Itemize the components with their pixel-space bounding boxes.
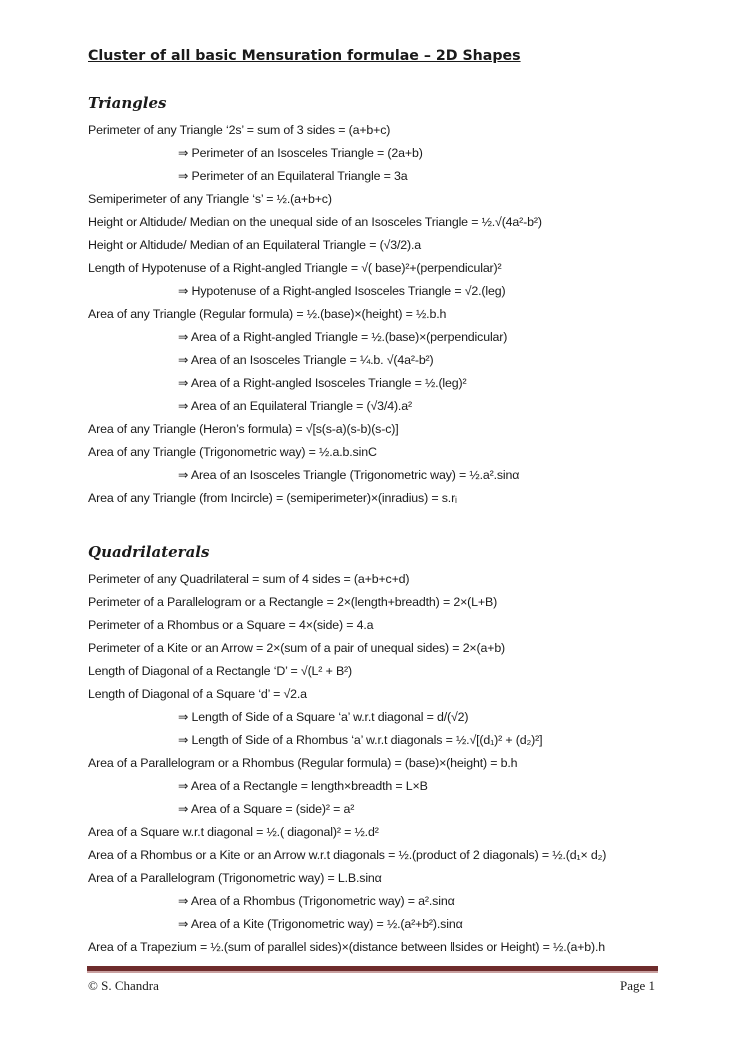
formula-line: Length of Diagonal of a Rectangle ‘D’ = √(L² + B²): [88, 664, 353, 678]
formula-line: Perimeter of any Quadrilateral = sum of 4 sides = (a+b+c+d): [88, 572, 410, 586]
footer-page-number: Page 1: [619, 978, 655, 993]
formula-line: Perimeter of any Triangle ‘2s’ = sum of 3 sides = (a+b+c): [88, 123, 391, 137]
formula-line: ⇒ Area of a Rectangle = length×breadth = L×B: [178, 779, 428, 793]
formula-line: Perimeter of a Rhombus or a Square = 4×(side) = 4.a: [88, 618, 374, 632]
section-heading-quadrilaterals: Quadrilaterals: [88, 543, 210, 561]
formula-line: Area of any Triangle (Regular formula) = ½.(base)×(height) = ½.b.h: [88, 307, 447, 321]
formula-line: ⇒ Area of an Isosceles Triangle (Trigonometric way) = ½.a².sinα: [178, 468, 520, 482]
page-title: Cluster of all basic Mensuration formulae – 2D Shapes: [88, 48, 521, 64]
formula-line: ⇒ Length of Side of a Rhombus ‘a’ w.r.t diagonals = ½.√[(d₁)² + (d₂)²]: [178, 733, 543, 747]
formula-line: Area of any Triangle (from Incircle) = (semiperimeter)×(inradius) = s.rᵢ: [88, 491, 457, 505]
formula-line: Area of a Trapezium = ½.(sum of parallel sides)×(distance between ‖sides or Height) = ½.(a+b).h: [88, 940, 606, 954]
formula-line: Area of a Rhombus or a Kite or an Arrow w.r.t diagonals = ½.(product of 2 diagonals) = ½.(d₁× d₂): [88, 848, 607, 862]
formula-line: Perimeter of a Kite or an Arrow = 2×(sum of a pair of unequal sides) = 2×(a+b): [88, 641, 506, 655]
formula-line: Area of a Parallelogram (Trigonometric way) = L.B.sinα: [88, 871, 382, 885]
formula-line: Semiperimeter of any Triangle ‘s’ = ½.(a+b+c): [88, 192, 332, 206]
formula-line: ⇒ Perimeter of an Isosceles Triangle = (2a+b): [178, 146, 423, 160]
formula-line: Length of Hypotenuse of a Right-angled Triangle = √( base)²+(perpendicular)²: [88, 261, 502, 275]
formula-line: Perimeter of a Parallelogram or a Rectangle = 2×(length+breadth) = 2×(L+B): [88, 595, 498, 609]
formula-line: ⇒ Area of a Square = (side)² = a²: [178, 802, 355, 816]
section-heading-triangles: Triangles: [88, 94, 167, 112]
formula-line: ⇒ Perimeter of an Equilateral Triangle = 3a: [178, 169, 408, 183]
formula-line: ⇒ Area of an Equilateral Triangle = (√3/4).a²: [178, 399, 412, 413]
formula-line: Length of Diagonal of a Square ‘d’ = √2.a: [88, 687, 307, 701]
formula-line: Height or Altidude/ Median on the unequal side of an Isosceles Triangle = ½.√(4a²-b²): [88, 215, 542, 229]
formula-line: ⇒ Hypotenuse of a Right-angled Isosceles Triangle = √2.(leg): [178, 284, 506, 298]
formula-line: ⇒ Length of Side of a Square ‘a’ w.r.t diagonal = d/(√2): [178, 710, 469, 724]
formula-line: ⇒ Area of a Right-angled Triangle = ½.(base)×(perpendicular): [178, 330, 508, 344]
formula-line: Area of any Triangle (Heron’s formula) = √[s(s-a)(s-b)(s-c)]: [88, 422, 399, 436]
formula-line: ⇒ Area of a Rhombus (Trigonometric way) = a².sinα: [178, 894, 455, 908]
formula-line: Area of a Parallelogram or a Rhombus (Regular formula) = (base)×(height) = b.h: [88, 756, 518, 770]
formula-line: Height or Altidude/ Median of an Equilateral Triangle = (√3/2).a: [88, 238, 421, 252]
formula-line: ⇒ Area of a Right-angled Isosceles Triangle = ½.(leg)²: [178, 376, 467, 390]
footer-author: © S. Chandra: [88, 978, 159, 993]
formula-line: Area of any Triangle (Trigonometric way) = ½.a.b.sinC: [88, 445, 377, 459]
formula-line: Area of a Square w.r.t diagonal = ½.( diagonal)² = ½.d²: [88, 825, 379, 839]
formula-line: ⇒ Area of a Kite (Trigonometric way) = ½.(a²+b²).sinα: [178, 917, 463, 931]
footer-rule: [87, 966, 658, 973]
formula-line: ⇒ Area of an Isosceles Triangle = ¼.b. √(4a²-b²): [178, 353, 434, 367]
